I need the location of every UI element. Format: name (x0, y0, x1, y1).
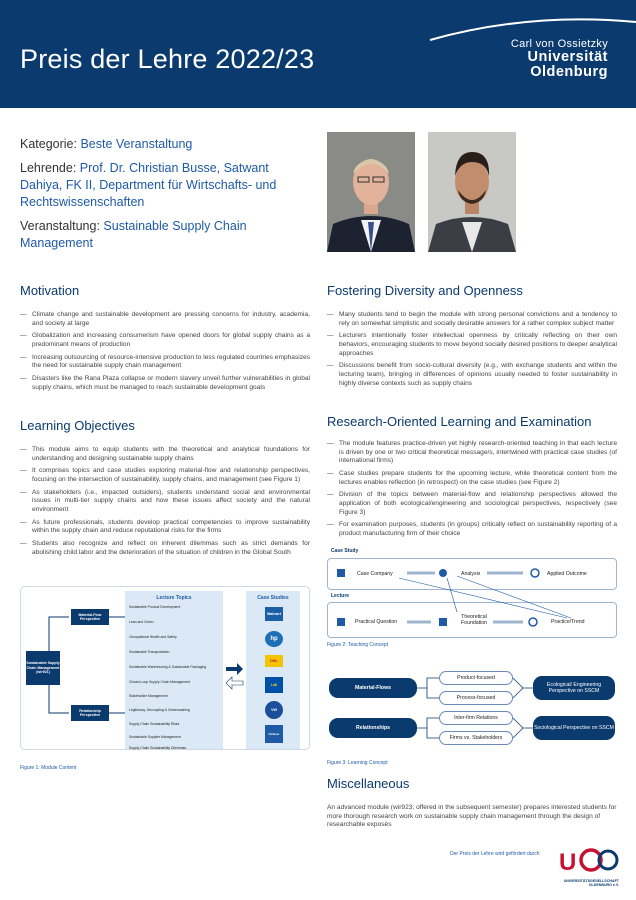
objectives-list (20, 446, 310, 561)
list-item: — Case studies prepare students for the upcoming lecture, while theoretical content from the lectures enables reflection (in retrospect) on the case studies (see Figure 2) (327, 470, 617, 487)
relationships-pill: Relationships (329, 718, 417, 738)
list-item: Sustainable Transportation (129, 650, 170, 654)
figure3-caption: Figure 3: Learning Concept (327, 760, 388, 766)
case-studies-title: Case Studies (257, 595, 289, 601)
list-item: Occupational Health and Safety (129, 635, 177, 639)
diversity-list (327, 311, 617, 392)
hp-logo: hp (265, 631, 283, 647)
list-item: — Disasters like the Rana Plaza collapse or modern slavery unveil further vulnerabilities in global supply chains, which must be managed to reach sustainable development goals (20, 375, 310, 392)
list-item: Lean and Green (129, 620, 154, 624)
figure1-caption: Figure 1: Module Content (20, 765, 77, 771)
category-label: Kategorie: (20, 137, 77, 151)
sponsor-logo-city: OLDENBURG e.V. (588, 883, 619, 887)
figure-module-content (20, 586, 310, 750)
list-item: Stakeholder Management (129, 694, 168, 698)
list-item: — Division of the topics between material-flow and relationship perspectives allowed the application of both ecological/engineering and sociological perspectives, respectively (see Figure 3) (327, 491, 617, 517)
list-item: — Climate change and sustainable development are pressing concerns for industry, academia, and society at large (20, 311, 310, 328)
lecturers-value: Prof. Dr. Christian Busse, Satwant Dahiya, FK II, Department für Wirtschafts- und Rechtswissenschaften (20, 161, 277, 209)
relationship-box: Relationship Perspective (71, 705, 109, 721)
ecological-perspective-pill: Ecological/ Engineering Perspective on SSCM (533, 676, 615, 700)
misc-text: An advanced module (wir923; offered in the subsequent semester) prepares interested students for more thorough research work on sustainable supply chain management through the design of researchable exposés (327, 804, 617, 829)
motivation-list (20, 311, 310, 397)
lidl-logo: Lidl (265, 677, 283, 693)
svg-text:U: U (559, 849, 577, 874)
list-item: Supply Chain Sustainability Dilemmas (129, 746, 187, 750)
list-item: Sustainable Warehousing & Sustainable Packaging (129, 665, 207, 669)
list-item: — Students also recognize and reflect on inherent dilemmas such as strict demands for abolishing child labor and the deterioration of the situation of children in the Global South (20, 540, 310, 557)
ug-logo-icon (557, 846, 619, 874)
practice-trend-text: Practice/Trend (551, 619, 585, 625)
case-study-label: Case Study (331, 548, 359, 554)
section-title-diversity: Fostering Diversity and Openness (327, 283, 523, 298)
firms-vs-stakeholders-pill: Firms vs. Stakeholders (439, 731, 513, 745)
material-flow-box: Material-Flow Perspective (71, 609, 109, 625)
course-label: Veranstaltung: (20, 219, 100, 233)
product-focused-pill: Product-focused (439, 671, 513, 685)
list-item: — Globalization and increasing consumerism have opened doors for global supply chains as a predominant means of production (20, 332, 310, 349)
award-info (20, 136, 310, 259)
list-item: — Many students tend to begin the module with strong personal convictions and a tendency to rely on somewhat simplistic and socially desirable answers for a rather complex subject matter (327, 311, 617, 328)
unilever-logo: Unilever (265, 725, 283, 743)
list-item: Sustainable Product Development (129, 605, 181, 609)
theoretical-foundation-text: Theoretical Foundation (461, 614, 487, 626)
list-item: — As stakeholders (i.e., impacted outsiders), students understand social and environmental issues in multi-tier supply chains and how these issues affect society and the natural environment (20, 489, 310, 515)
section-title-misc: Miscellaneous (327, 776, 410, 791)
header-banner (0, 0, 636, 108)
material-flows-pill: Material-Flows (329, 678, 417, 698)
process-focused-pill: Process-focused (439, 691, 513, 705)
lecturer-photo-1 (327, 132, 415, 252)
center-box: Sustainable Supply Chain Management (wir921) (26, 651, 60, 685)
lecture-label: Lecture (331, 593, 350, 599)
list-item: Legitimacy, Decoupling & Greenwashing (129, 708, 190, 712)
dhl-logo: DHL (265, 655, 283, 667)
sponsor-text: Der Preis der Lehre wird gefördert durch (450, 851, 540, 857)
list-item: Closed-Loop Supply Chain Management (129, 680, 191, 684)
sponsor-logo-name: UNIVERSITÄTSGESELLSCHAFT (563, 879, 619, 883)
section-title-motivation: Motivation (20, 283, 80, 298)
figure-learning-concept (327, 668, 617, 750)
page-title: Preis der Lehre 2022/23 (20, 44, 315, 74)
sponsor-logo (557, 846, 619, 886)
list-item: Supply Chain Sustainability Risks (129, 722, 180, 726)
category-value: Beste Veranstaltung (80, 137, 193, 151)
practical-question-text: Practical Question (355, 619, 398, 625)
applied-outcome-text: Applied Outcome (547, 571, 587, 577)
list-item: — Lecturers intentionally foster intellectual openness by critically reflecting on their own behaviors, encouraging students to move beyond socially desired positions to deeper analytical approaches (327, 332, 617, 358)
inter-firm-pill: Inter-firm Relations (439, 711, 513, 725)
section-title-research: Research-Oriented Learning and Examination (327, 414, 592, 429)
lecturer-photo-2 (428, 132, 516, 252)
case-studies-panel (246, 591, 300, 749)
sociological-perspective-pill: Sociological Perspective on SSCM (533, 716, 615, 740)
section-title-objectives: Learning Objectives (20, 418, 135, 433)
research-list (327, 440, 617, 543)
lecturers-label: Lehrende: (20, 161, 77, 175)
lecture-topics-title: Lecture Topics (156, 595, 192, 601)
list-item: — For examination purposes, students (in groups) critically reflect on sustainability reporting of a product manufacturing firm of their choice (327, 521, 617, 538)
list-item: — The module features practice-driven yet highly research-oriented teaching in that each lecture is driven by one or two critical theoretical message/s, intertwined with practical case studies (of international firms) (327, 440, 617, 466)
university-logo: Carl von Ossietzky Universität Oldenburg (510, 38, 608, 80)
list-item: — This module aims to equip students with the theoretical and analytical foundations for understanding and designing sustainable supply chains (20, 446, 310, 463)
figure-teaching-concept (327, 546, 617, 638)
figure2-caption: Figure 2: Teaching Concept (327, 642, 389, 648)
analysis-text: Analysis (461, 571, 481, 577)
course-value: Sustainable Supply Chain Management (20, 219, 247, 250)
lecture-topics-panel (125, 591, 223, 749)
list-item: — Discussions benefit from socio-cultural diversity (e.g., with exchange students and within the lecturing team), bringing in differences of opinions usually needed to foster sustainability in highly diverse contexts such as supply chains (327, 362, 617, 388)
case-company-text: Case Company (357, 571, 393, 577)
walmart-logo: Walmart (265, 607, 283, 621)
list-item: — As future professionals, students develop practical competencies to improve sustainability within the supply chain and reduce reputational risks for the firms (20, 519, 310, 536)
vw-logo: VW (265, 701, 283, 719)
list-item: — Increasing outsourcing of resource-intensive production to less regulated countries emphasizes the need for sustainable supply chain management (20, 354, 310, 371)
list-item: Sustainable Supplier Management (129, 735, 181, 739)
list-item: — It comprises topics and case studies exploring material-flow and relationship perspectives, focusing on the intersection of sustainability, supply chains, and management (see Figure 1) (20, 467, 310, 484)
